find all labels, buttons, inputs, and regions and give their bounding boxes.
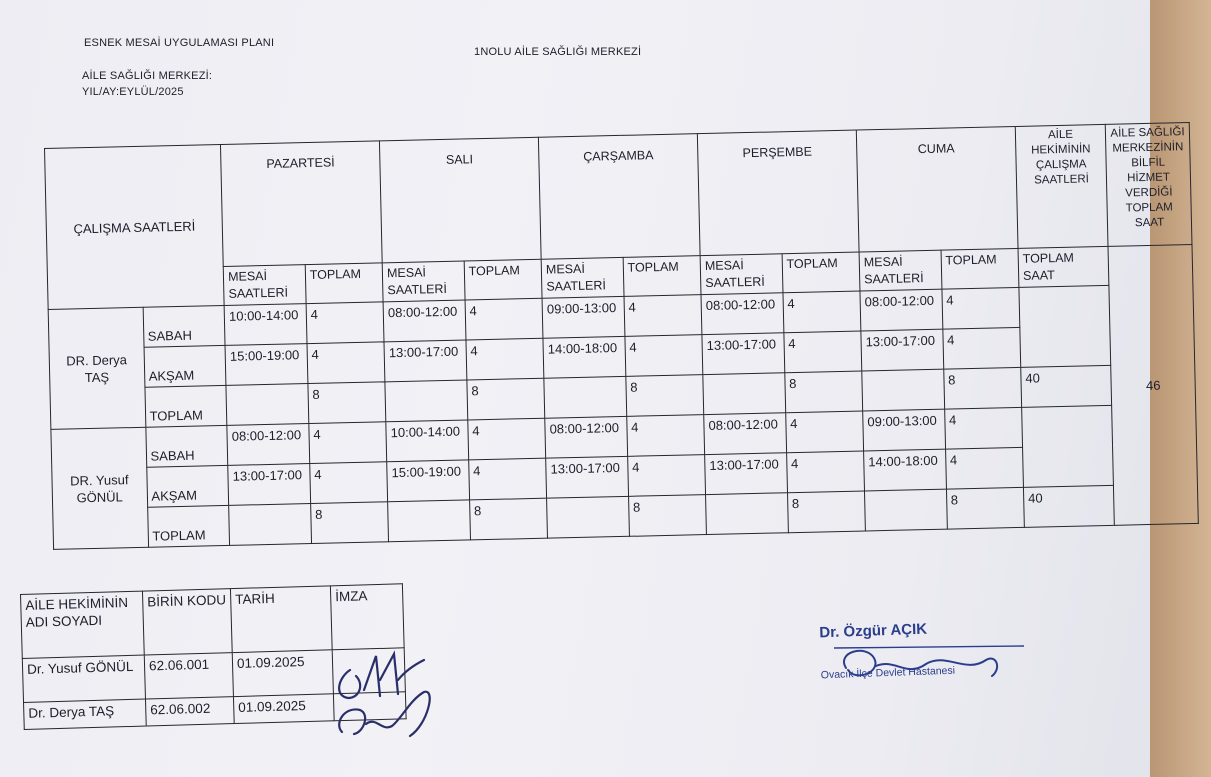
shift-label: TOPLAM <box>144 385 227 427</box>
shift-label: AKŞAM <box>144 345 227 387</box>
empty-cell <box>864 489 947 531</box>
physician-name: Dr. Yusuf GÖNÜL <box>22 655 145 702</box>
doctor-name: DR. Yusuf GÖNÜL <box>51 427 148 549</box>
empty-cell <box>862 369 945 411</box>
day-total: 8 <box>467 378 545 420</box>
day-total: 8 <box>310 502 388 544</box>
signature-header: TARİH <box>230 586 332 653</box>
shift-time: 08:00-12:00 <box>704 413 787 455</box>
shift-time: 08:00-12:00 <box>860 289 943 331</box>
schedule-table <box>44 122 1199 550</box>
day-header: PERŞEMBE <box>697 130 859 256</box>
shift-total: 4 <box>783 291 861 333</box>
empty-cell <box>385 380 468 422</box>
asm-label: AİLE SAĞLIĞI MERKEZİ: <box>82 70 213 82</box>
sub-mesai: MESAİ SAATLERİ <box>541 257 623 298</box>
shift-total: 4 <box>945 447 1023 489</box>
center-title: 1NOLU AİLE SAĞLIĞI MERKEZİ <box>474 46 642 58</box>
shift-time: 13:00-17:00 <box>705 453 788 495</box>
shift-time: 15:00-19:00 <box>225 344 308 386</box>
sub-toplam: TOPLAM <box>464 259 542 300</box>
shift-total: 4 <box>307 342 385 384</box>
shift-time: 13:00-17:00 <box>861 329 944 371</box>
shift-time: 14:00-18:00 <box>543 336 626 378</box>
day-total: 8 <box>784 371 862 413</box>
shift-total: 4 <box>309 422 387 464</box>
shift-total: 4 <box>785 411 863 453</box>
shift-time: 08:00-12:00 <box>701 293 784 335</box>
day-header: SALI <box>380 137 542 263</box>
corner-label: ÇALIŞMA SAATLERİ <box>45 144 225 309</box>
shift-total: 4 <box>465 298 543 340</box>
shift-label: SABAH <box>143 305 226 347</box>
stamp-name: Dr. Özgür AÇIK <box>819 620 928 642</box>
week-total: 40 <box>1021 365 1112 407</box>
shift-total: 4 <box>627 455 705 497</box>
unit-code: 62.06.002 <box>145 697 234 726</box>
shift-time: 13:00-17:00 <box>384 340 467 382</box>
shift-total: 4 <box>942 327 1020 369</box>
sub-toplam: TOPLAM <box>305 263 383 304</box>
shift-total: 4 <box>466 338 544 380</box>
day-total: 8 <box>946 487 1024 529</box>
sign-date: 01.09.2025 <box>232 650 333 697</box>
sub-mesai: MESAİ SAATLERİ <box>700 254 782 295</box>
empty-cell <box>388 500 471 542</box>
day-total: 8 <box>626 375 704 417</box>
center-total-header: AİLE SAĞLIĞI MERKEZİNİN BİLFİL HİZMET VERDİĞİ TOPLAM SAAT <box>1105 123 1192 247</box>
shift-time: 13:00-17:00 <box>546 456 629 498</box>
day-header: CUMA <box>856 126 1018 252</box>
shift-label: TOPLAM <box>147 505 230 547</box>
shift-total: 4 <box>624 295 702 337</box>
shift-total: 4 <box>786 451 864 493</box>
sub-toplam: TOPLAM <box>782 252 860 293</box>
shift-total: 4 <box>944 407 1022 449</box>
shift-total: 4 <box>625 335 703 377</box>
shift-time: 14:00-18:00 <box>864 449 947 491</box>
day-total: 8 <box>469 498 547 540</box>
plan-title: ESNEK MESAİ UYGULAMASI PLANI <box>84 37 275 49</box>
shift-total: 4 <box>784 331 862 373</box>
sub-toplam-saat: TOPLAM SAAT <box>1018 246 1109 287</box>
stamp-signature <box>826 638 1026 688</box>
unit-code: 62.06.001 <box>144 653 233 699</box>
sub-toplam: TOPLAM <box>623 256 701 297</box>
shift-time: 08:00-12:00 <box>227 424 310 466</box>
week-total: 40 <box>1023 485 1114 527</box>
day-header: ÇARŞAMBA <box>538 134 700 260</box>
shift-total: 4 <box>468 418 546 460</box>
shift-time: 10:00-14:00 <box>224 304 307 346</box>
physician-name: Dr. Derya TAŞ <box>24 699 147 729</box>
empty-cell <box>547 496 630 538</box>
day-total: 8 <box>308 382 386 424</box>
shift-total: 4 <box>306 302 384 344</box>
shift-total: 4 <box>942 287 1020 329</box>
shift-time: 13:00-17:00 <box>702 333 785 375</box>
empty-cell <box>544 376 627 418</box>
physician-hours-header: AİLE HEKİMİNİN ÇALIŞMA SAATLERİ <box>1015 124 1108 248</box>
empty-cell <box>703 373 786 415</box>
shift-total: 4 <box>310 462 388 504</box>
center-total: 46 <box>1108 244 1198 525</box>
empty-cell <box>229 504 312 546</box>
day-total: 8 <box>787 491 865 533</box>
shift-time: 08:00-12:00 <box>383 300 466 342</box>
handwritten-signature <box>320 640 440 745</box>
day-total: 8 <box>628 495 706 537</box>
signature-header: İMZA <box>330 584 404 650</box>
shift-time: 09:00-13:00 <box>542 296 625 338</box>
sub-mesai: MESAİ SAATLERİ <box>859 250 941 291</box>
empty-cell <box>226 384 309 426</box>
stamp-hospital: Ovacık İlçe Devlet Hastanesi <box>820 664 956 682</box>
shift-time: 09:00-13:00 <box>863 409 946 451</box>
day-header: PAZARTESİ <box>221 141 383 267</box>
shift-total: 4 <box>626 415 704 457</box>
week-total-empty <box>1022 405 1114 487</box>
day-total: 8 <box>943 367 1021 409</box>
empty-cell <box>706 493 789 535</box>
week-total-empty <box>1019 285 1111 367</box>
sub-mesai: MESAİ SAATLERİ <box>223 265 305 306</box>
shift-time: 13:00-17:00 <box>228 464 311 506</box>
signature-header: AİLE HEKİMİNİN ADI SOYADI <box>21 591 145 658</box>
shift-time: 10:00-14:00 <box>386 420 469 462</box>
shift-total: 4 <box>468 458 546 500</box>
shift-label: SABAH <box>145 425 228 467</box>
sub-toplam: TOPLAM <box>941 248 1019 289</box>
shift-time: 15:00-19:00 <box>387 460 470 502</box>
signature-header: BİRİN KODU <box>142 589 232 655</box>
sign-date: 01.09.2025 <box>233 694 334 724</box>
period-label: YIL/AY:EYLÜL/2025 <box>82 86 184 98</box>
sub-mesai: MESAİ SAATLERİ <box>382 261 464 302</box>
doctor-name: DR. Derya TAŞ <box>48 307 145 429</box>
shift-label: AKŞAM <box>146 465 229 507</box>
shift-time: 08:00-12:00 <box>545 416 628 458</box>
